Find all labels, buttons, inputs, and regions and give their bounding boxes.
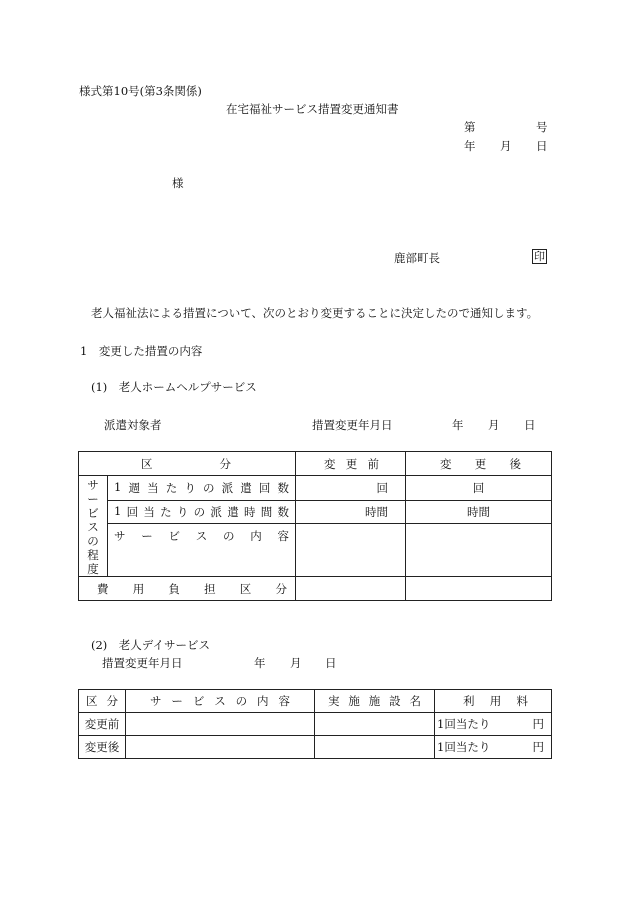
dayservice-heading: (2) 老人デイサービス (91, 638, 210, 652)
change-date-tsuki: 月 (488, 418, 500, 432)
fee-prefix: 1回当たり (437, 717, 491, 731)
section1-heading: 1 変更した措置の内容 (80, 344, 203, 358)
date-hi: 日 (536, 139, 548, 153)
after-cost-burden-cell[interactable] (406, 577, 552, 601)
row-service-content-label: サ ー ビ ス の 内 容 (108, 524, 296, 577)
after-service-content-cell[interactable] (406, 524, 552, 577)
sender-name: 鹿部町長 (394, 251, 440, 265)
after-content-cell[interactable] (126, 736, 315, 759)
header-usage-fee: 利 用 料 (435, 690, 552, 713)
before-fee-cell[interactable] (435, 713, 552, 736)
fee-unit: 円 (532, 740, 544, 754)
after-visits-unit: 回 (406, 476, 552, 501)
before-service-content-cell[interactable] (296, 524, 406, 577)
fee-prefix: 1回当たり (437, 740, 491, 754)
row-cost-burden-label: 費 用 負 担 区 分 (79, 577, 296, 601)
before-facility-cell[interactable] (315, 713, 435, 736)
change-date-hi: 日 (524, 418, 536, 432)
dayservice-date-nen: 年 (254, 656, 266, 670)
before-cost-burden-cell[interactable] (296, 577, 406, 601)
change-date-label: 措置変更年月日 (312, 418, 393, 432)
notice-text: 老人福祉法による措置について、次のとおり変更することに決定したので通知します。 (91, 306, 539, 320)
header-facility-name: 実 施 施 設 名 (315, 690, 435, 713)
date-nen: 年 (464, 139, 476, 153)
dayservice-table (78, 689, 552, 759)
header-after: 変 更 後 (406, 452, 552, 476)
row-weekly-visits-label: 1 週 当 た り の 派 遣 回 数 (108, 476, 296, 501)
dayservice-date-hi: 日 (325, 656, 337, 670)
date-tsuki: 月 (500, 139, 512, 153)
target-label: 派遣対象者 (104, 418, 162, 432)
header-before: 変 更 前 (296, 452, 406, 476)
number-dai: 第 (464, 120, 476, 134)
service-level-label: サ ー ビ ス の 程 度 (79, 476, 108, 577)
header-service-content: サ ー ビ ス の 内 容 (126, 690, 315, 713)
row-hours-label: 1 回 当 た り の 派 遣 時 間 数 (108, 501, 296, 524)
addressee-sama: 様 (172, 176, 184, 190)
row-after-label: 変更後 (79, 736, 126, 759)
after-fee-cell[interactable] (435, 736, 552, 759)
number-go: 号 (536, 120, 548, 134)
before-hours-unit: 時間 (296, 501, 406, 524)
row-before-label: 変更前 (79, 713, 126, 736)
after-facility-cell[interactable] (315, 736, 435, 759)
before-visits-unit: 回 (296, 476, 406, 501)
homehelp-table (78, 451, 552, 601)
form-number: 様式第10号(第3条関係) (79, 84, 202, 98)
header-kubun2: 区 分 (79, 690, 126, 713)
after-hours-unit: 時間 (406, 501, 552, 524)
header-kubun: 区 分 (79, 452, 296, 476)
dayservice-date-tsuki: 月 (290, 656, 302, 670)
homehelp-heading: (1) 老人ホームヘルプサービス (91, 380, 257, 394)
seal-mark: 印 (534, 250, 545, 263)
fee-unit: 円 (532, 717, 544, 731)
document-title: 在宅福祉サービス措置変更通知書 (226, 102, 399, 116)
dayservice-date-label: 措置変更年月日 (102, 656, 183, 670)
before-content-cell[interactable] (126, 713, 315, 736)
change-date-nen: 年 (452, 418, 464, 432)
